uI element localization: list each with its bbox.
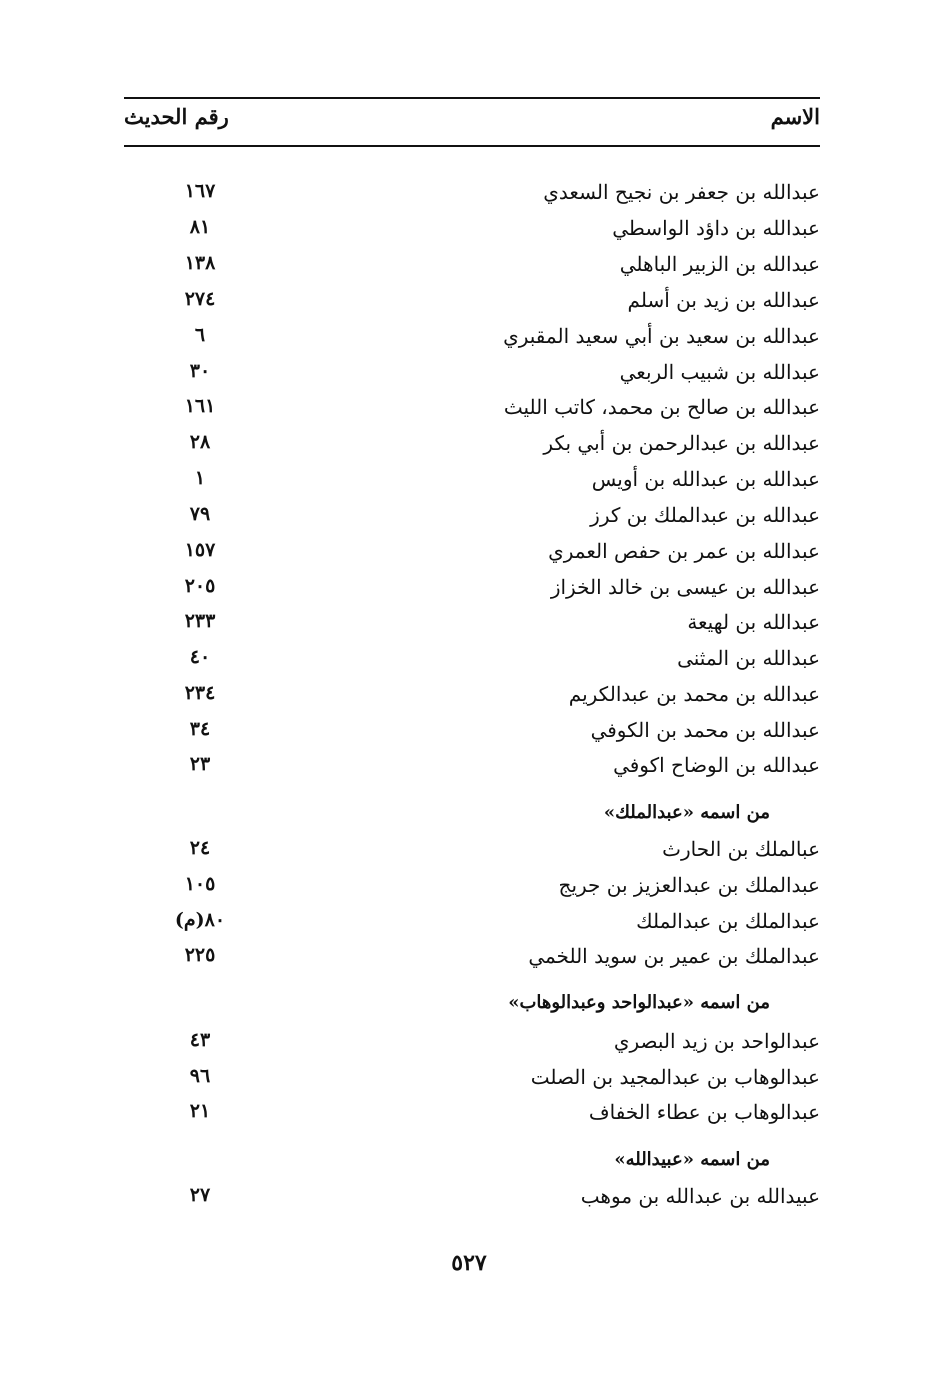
table-row: [124, 1184, 820, 1218]
hadith-number: ٩٦: [189, 1065, 211, 1087]
narrator-name: عبالملك بن الحارث: [662, 837, 820, 861]
table-row: [124, 682, 820, 716]
section-heading: [124, 802, 820, 832]
narrator-name: عبدالله بن صالح بن محمد، كاتب الليث: [503, 395, 820, 419]
table-header: [124, 102, 820, 142]
hadith-number: ١: [194, 467, 206, 489]
narrator-name: عبدالله بن سعيد بن أبي سعيد المقبري: [503, 324, 820, 348]
narrator-name: عبدالله بن المثنى: [677, 646, 820, 670]
hadith-number: ٨١: [189, 216, 211, 238]
table-row: [124, 360, 820, 394]
section-title: من اسمه «عبدالملك»: [603, 802, 770, 823]
narrator-name: عبدالله بن محمد بن عبدالكريم: [568, 682, 820, 706]
narrator-name: عبدالله بن جعفر بن نجيح السعدي: [543, 180, 820, 204]
narrator-name: عبدالوهاب بن عبدالمجيد بن الصلت: [530, 1065, 820, 1089]
table-row: [124, 252, 820, 286]
table-row: [124, 216, 820, 250]
table-row: [124, 575, 820, 609]
hadith-number: ٤٣: [189, 1029, 211, 1051]
hadith-number: ٢٢٥: [184, 944, 216, 966]
table-row: [124, 909, 820, 943]
table-row: [124, 837, 820, 871]
table-row: [124, 467, 820, 501]
hadith-number: ١٣٨: [184, 252, 216, 274]
table-row: [124, 431, 820, 465]
narrator-name: عبدالله بن عيسى بن خالد الخزاز: [550, 575, 820, 599]
narrator-name: عبدالله بن زيد بن أسلم: [627, 288, 820, 312]
table-row: [124, 873, 820, 907]
narrator-name: عبدالله بن عمر بن حفص العمري: [548, 539, 820, 563]
number-column-header: رقم الحديث: [124, 104, 229, 129]
hadith-number: ٢٨: [189, 431, 211, 453]
table-row: [124, 646, 820, 680]
hadith-number: ٢٣: [189, 753, 211, 775]
table-row: [124, 1100, 820, 1134]
section-title: من اسمه «عبدالواحد وعبدالوهاب»: [508, 992, 770, 1013]
hadith-number: ٨٠(م): [174, 909, 226, 931]
hadith-number: ١٦١: [184, 395, 216, 417]
hadith-number: ٢٧٤: [184, 288, 216, 310]
hadith-number: ٢٧: [189, 1184, 211, 1206]
table-row: [124, 944, 820, 978]
hadith-number: ٢٤: [189, 837, 211, 859]
section-heading: [124, 992, 820, 1022]
narrator-name: عبدالله بن عبدالله بن أويس: [591, 467, 820, 491]
table-row: [124, 1029, 820, 1063]
hadith-number: ٢٣٣: [184, 610, 216, 632]
narrator-name: عبدالواحد بن زيد البصري: [613, 1029, 820, 1053]
narrator-name: عبدالملك بن عبدالعزيز بن جريج: [558, 873, 820, 897]
narrator-name: عبدالملك بن عبدالملك: [636, 909, 820, 933]
table-row: [124, 395, 820, 429]
section-heading: [124, 1149, 820, 1179]
narrator-name: عبدالله بن الزبير الباهلي: [619, 252, 820, 276]
table-row: [124, 180, 820, 214]
table-row: [124, 753, 820, 787]
table-row: [124, 288, 820, 322]
page-number: ٥٢٧: [451, 1250, 487, 1276]
narrator-name: عبدالله بن شبيب الربعي: [619, 360, 820, 384]
narrator-name: عبدالله بن عبدالملك بن كرز: [590, 503, 820, 527]
table-row: [124, 503, 820, 537]
narrator-name: عبدالله بن محمد بن الكوفي: [590, 718, 820, 742]
table-row: [124, 1065, 820, 1099]
hadith-number: ٣٤: [189, 718, 211, 740]
narrator-name: عبدالله بن داؤد الواسطي: [612, 216, 820, 240]
hadith-number: ٦: [194, 324, 206, 346]
table-row: [124, 539, 820, 573]
hadith-number: ١٠٥: [184, 873, 216, 895]
hadith-number: ٢٠٥: [184, 575, 216, 597]
hadith-number: ٢١: [189, 1100, 211, 1122]
table-row: [124, 324, 820, 358]
hadith-number: ٣٠: [189, 360, 211, 382]
narrator-name: عبدالملك بن عمير بن سويد اللخمي: [528, 944, 820, 968]
hadith-number: ٢٣٤: [184, 682, 216, 704]
header-top-rule: [124, 97, 820, 99]
narrator-name: عبدالله بن لهيعة: [687, 610, 820, 634]
header-bottom-rule: [124, 145, 820, 147]
hadith-number: ٧٩: [189, 503, 211, 525]
hadith-number: ١٥٧: [184, 539, 216, 561]
narrator-name: عبيدالله بن عبدالله بن موهب: [580, 1184, 820, 1208]
hadith-number: ٤٠: [189, 646, 211, 668]
narrator-name: عبدالله بن الوضاح اكوفي: [613, 753, 820, 777]
section-title: من اسمه «عبيدالله»: [614, 1149, 770, 1170]
hadith-number: ١٦٧: [184, 180, 216, 202]
narrator-name: عبدالله بن عبدالرحمن بن أبي بكر: [543, 431, 820, 455]
table-row: [124, 718, 820, 752]
name-column-header: الاسم: [770, 104, 820, 129]
table-row: [124, 610, 820, 644]
narrator-name: عبدالوهاب بن عطاء الخفاف: [588, 1100, 820, 1124]
